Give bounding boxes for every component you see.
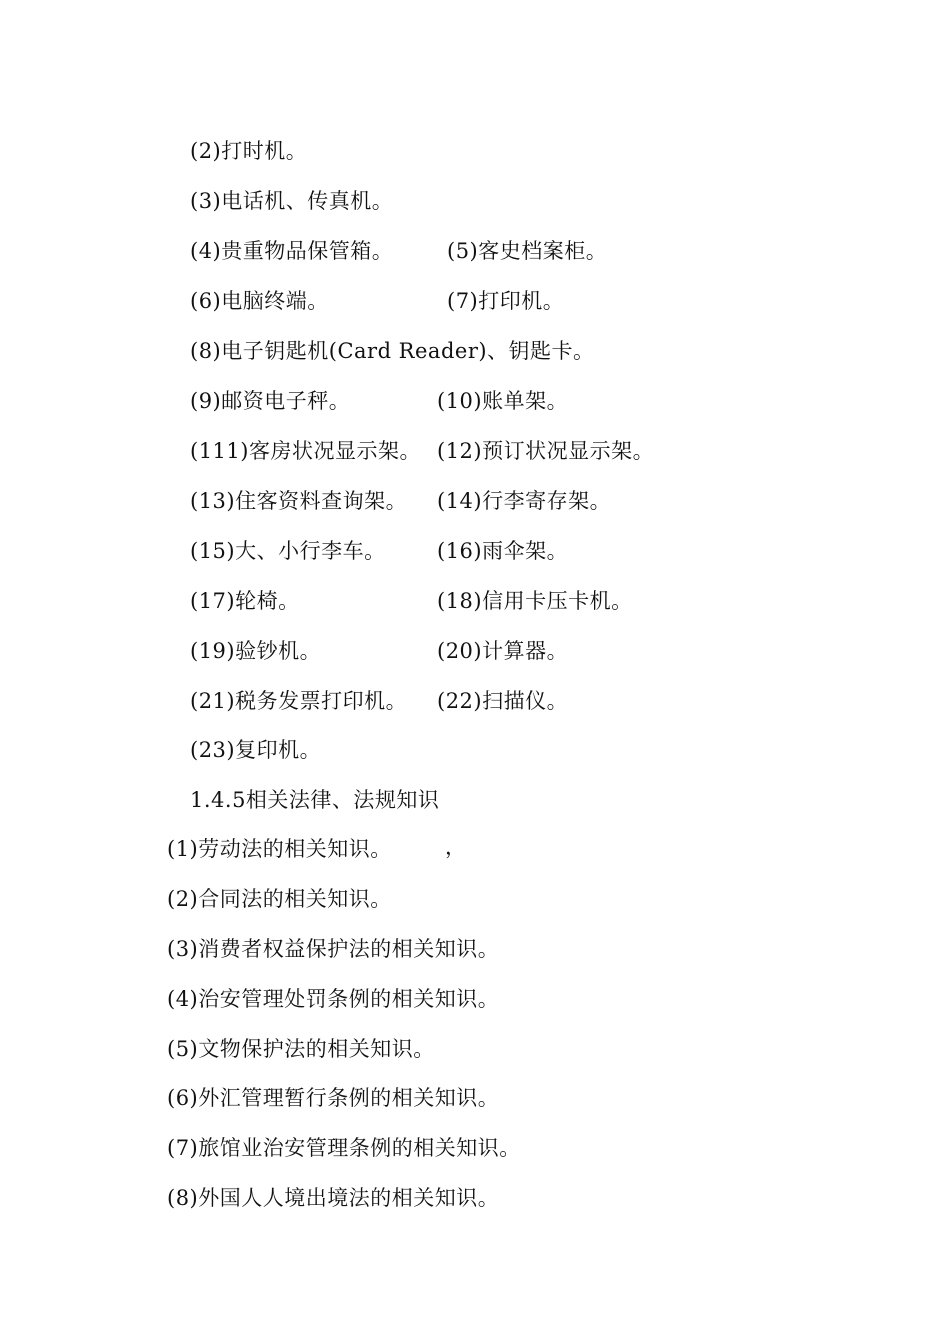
equipment-item: (13)住客资料查询架。 bbox=[190, 489, 408, 513]
equipment-item: (4)贵重物品保管箱。 bbox=[190, 239, 394, 263]
equipment-item: (21)税务发票打印机。 bbox=[190, 689, 408, 713]
equipment-item: (14)行李寄存架。 bbox=[437, 489, 612, 513]
equipment-item: (22)扫描仪。 bbox=[437, 689, 569, 713]
equipment-item: (15)大、小行李车。 bbox=[190, 539, 386, 563]
law-item: (2)合同法的相关知识。 bbox=[167, 887, 392, 911]
equipment-item: (12)预订状况显示架。 bbox=[437, 439, 655, 463]
equipment-item: (17)轮椅。 bbox=[190, 589, 300, 613]
law-item: (3)消费者权益保护法的相关知识。 bbox=[167, 937, 500, 961]
equipment-item: (111)客房状况显示架。 bbox=[190, 439, 421, 463]
law-item: (4)治安管理处罚条例的相关知识。 bbox=[167, 987, 500, 1011]
equipment-item: (5)客史档案柜。 bbox=[447, 239, 608, 263]
equipment-item: (7)打印机。 bbox=[447, 289, 565, 313]
equipment-item: (6)电脑终端。 bbox=[190, 289, 329, 313]
equipment-item: (18)信用卡压卡机。 bbox=[437, 589, 633, 613]
law-item: (6)外汇管理暂行条例的相关知识。 bbox=[167, 1086, 500, 1110]
equipment-item: (19)验钞机。 bbox=[190, 639, 322, 663]
equipment-item: (9)邮资电子秤。 bbox=[190, 389, 351, 413]
stray-comma: ， bbox=[445, 835, 467, 859]
section-heading: 1.4.5相关法律、法规知识 bbox=[190, 788, 440, 812]
law-item: (1)劳动法的相关知识。 bbox=[167, 837, 392, 861]
equipment-item: (2)打时机。 bbox=[190, 139, 308, 163]
equipment-item: (8)电子钥匙机(Card Reader)、钥匙卡。 bbox=[190, 339, 595, 363]
law-item: (7)旅馆业治安管理条例的相关知识。 bbox=[167, 1136, 521, 1160]
law-item: (5)文物保护法的相关知识。 bbox=[167, 1037, 435, 1061]
equipment-item: (16)雨伞架。 bbox=[437, 539, 569, 563]
equipment-item: (20)计算器。 bbox=[437, 639, 569, 663]
law-item: (8)外国人人境出境法的相关知识。 bbox=[167, 1186, 500, 1210]
equipment-item: (3)电话机、传真机。 bbox=[190, 189, 394, 213]
equipment-item: (23)复印机。 bbox=[190, 738, 322, 762]
equipment-item: (10)账单架。 bbox=[437, 389, 569, 413]
